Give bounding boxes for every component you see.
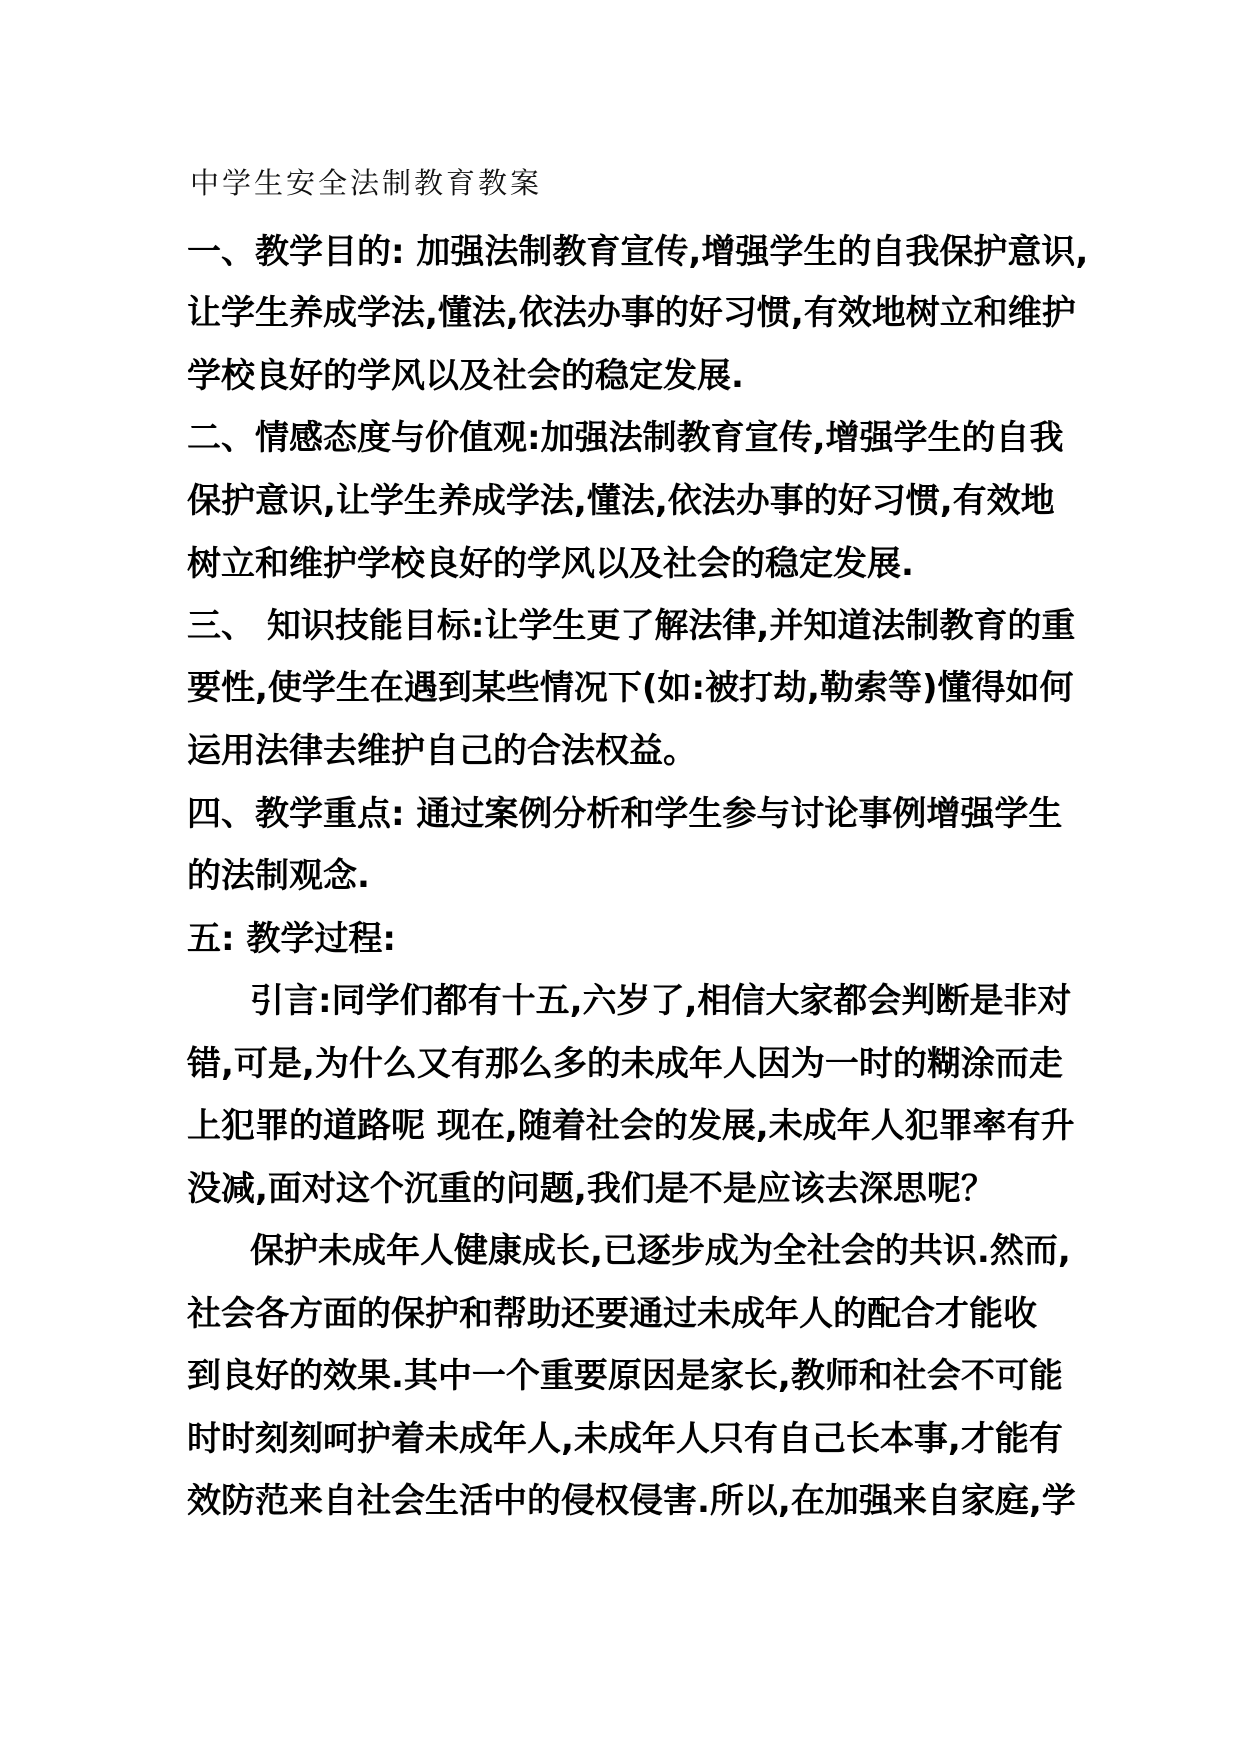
text-line-17: 保护未成年人健康成长,已逐步成为全社会的共识.然而, bbox=[250, 1231, 1071, 1271]
text-line-14: 错,可是,为什么又有那么多的未成年人因为一时的糊涂而走 bbox=[187, 1044, 1063, 1084]
document-title: 中学生安全法制教育教案 bbox=[190, 166, 543, 200]
text-line-6: 树立和维护学校良好的学风以及社会的稳定发展. bbox=[187, 544, 914, 584]
text-line-2: 让学生养成学法,懂法,依法办事的好习惯,有效地树立和维护 bbox=[187, 293, 1076, 333]
text-line-1: 一、教学目的: 加强法制教育宣传,增强学生的自我保护意识, bbox=[187, 232, 1089, 272]
text-line-15: 上犯罪的道路呢 现在,随着社会的发展,未成年人犯罪率有升 bbox=[187, 1106, 1075, 1146]
text-line-13: 引言:同学们都有十五,六岁了,相信大家都会判断是非对 bbox=[250, 981, 1072, 1021]
text-line-19: 到良好的效果.其中一个重要原因是家长,教师和社会不可能 bbox=[187, 1356, 1063, 1396]
text-line-11: 的法制观念. bbox=[187, 856, 370, 896]
text-line-5: 保护意识,让学生养成学法,懂法,依法办事的好习惯,有效地 bbox=[187, 481, 1055, 521]
text-line-7: 三、 知识技能目标:让学生更了解法律,并知道法制教育的重 bbox=[187, 606, 1076, 646]
text-line-8: 要性,使学生在遇到某些情况下(如:被打劫,勒索等)懂得如何 bbox=[187, 668, 1074, 708]
text-line-3: 学校良好的学风以及社会的稳定发展. bbox=[187, 356, 744, 396]
text-line-20: 时时刻刻呵护着未成年人,未成年人只有自己长本事,才能有 bbox=[187, 1419, 1063, 1459]
text-line-10: 四、教学重点: 通过案例分析和学生参与讨论事例增强学生 bbox=[187, 794, 1063, 834]
text-line-12: 五: 教学过程: bbox=[187, 919, 397, 959]
text-line-9: 运用法律去维护自己的合法权益。 bbox=[187, 731, 697, 771]
text-line-21: 效防范来自社会生活中的侵权侵害.所以,在加强来自家庭,学 bbox=[187, 1481, 1076, 1521]
text-line-16: 没减,面对这个沉重的问题,我们是不是应该去深思呢？ bbox=[187, 1169, 995, 1209]
text-line-4: 二、情感态度与价值观:加强法制教育宣传,增强学生的自我 bbox=[187, 418, 1064, 458]
text-line-18: 社会各方面的保护和帮助还要通过未成年人的配合才能收 bbox=[187, 1294, 1037, 1334]
